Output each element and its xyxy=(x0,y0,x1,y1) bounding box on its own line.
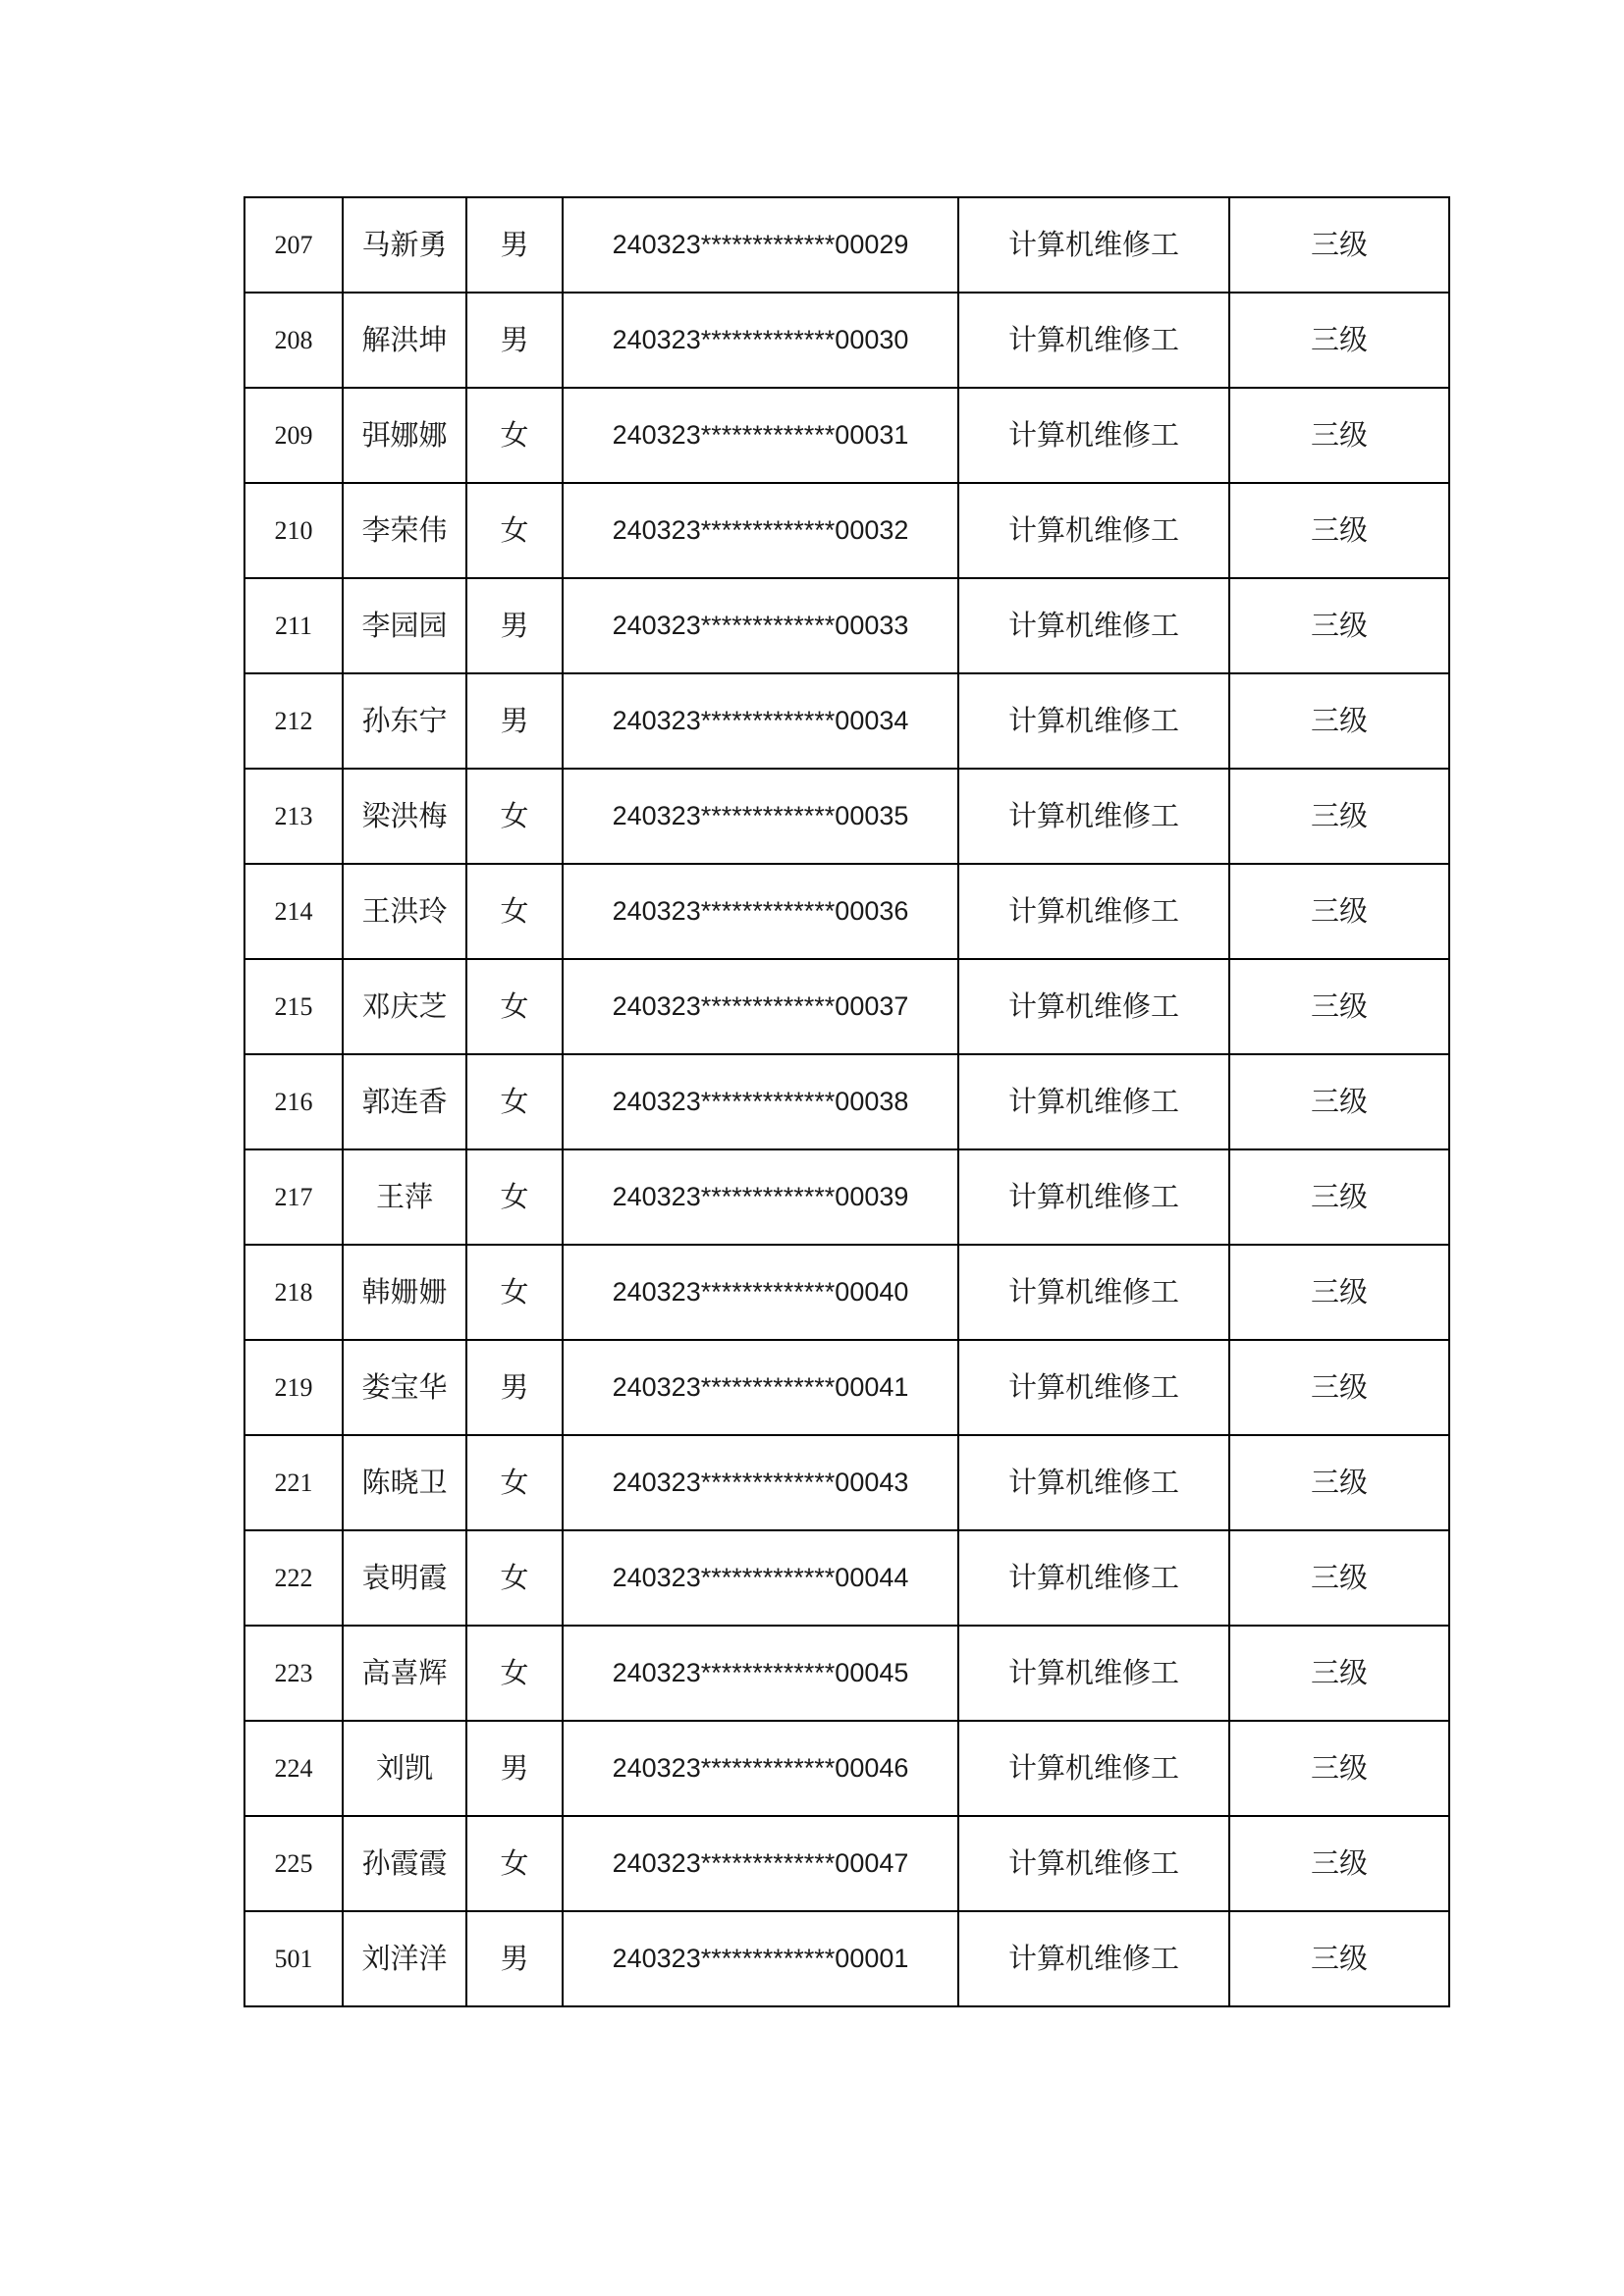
level-cell: 三级 xyxy=(1229,769,1449,864)
gender-cell: 女 xyxy=(466,1435,563,1530)
level-cell: 三级 xyxy=(1229,1435,1449,1530)
gender-cell: 女 xyxy=(466,1054,563,1149)
table-row xyxy=(244,864,1449,959)
name-cell: 解洪坤 xyxy=(343,293,466,388)
serial-number-cell: 208 xyxy=(244,293,343,388)
table-row xyxy=(244,1530,1449,1626)
level-cell: 三级 xyxy=(1229,1530,1449,1626)
occupation-cell: 计算机维修工 xyxy=(958,578,1229,673)
id-number-cell: 240323*************00039 xyxy=(563,1149,958,1245)
gender-cell: 男 xyxy=(466,578,563,673)
name-cell: 梁洪梅 xyxy=(343,769,466,864)
serial-number-cell: 211 xyxy=(244,578,343,673)
gender-cell: 男 xyxy=(466,197,563,293)
id-number-cell: 240323*************00041 xyxy=(563,1340,958,1435)
name-cell: 陈晓卫 xyxy=(343,1435,466,1530)
name-cell: 弭娜娜 xyxy=(343,388,466,483)
gender-cell: 女 xyxy=(466,1245,563,1340)
name-cell: 郭连香 xyxy=(343,1054,466,1149)
occupation-cell: 计算机维修工 xyxy=(958,1340,1229,1435)
name-cell: 刘凯 xyxy=(343,1721,466,1816)
serial-number-cell: 224 xyxy=(244,1721,343,1816)
occupation-cell: 计算机维修工 xyxy=(958,483,1229,578)
serial-number-cell: 209 xyxy=(244,388,343,483)
table-row xyxy=(244,1054,1449,1149)
name-cell: 刘洋洋 xyxy=(343,1911,466,2006)
serial-number-cell: 216 xyxy=(244,1054,343,1149)
occupation-cell: 计算机维修工 xyxy=(958,1149,1229,1245)
level-cell: 三级 xyxy=(1229,1245,1449,1340)
level-cell: 三级 xyxy=(1229,1149,1449,1245)
gender-cell: 男 xyxy=(466,673,563,769)
table-row xyxy=(244,1816,1449,1911)
name-cell: 孙东宁 xyxy=(343,673,466,769)
name-cell: 韩姗姗 xyxy=(343,1245,466,1340)
level-cell: 三级 xyxy=(1229,959,1449,1054)
name-cell: 娄宝华 xyxy=(343,1340,466,1435)
serial-number-cell: 223 xyxy=(244,1626,343,1721)
gender-cell: 女 xyxy=(466,1149,563,1245)
id-number-cell: 240323*************00036 xyxy=(563,864,958,959)
gender-cell: 女 xyxy=(466,483,563,578)
level-cell: 三级 xyxy=(1229,388,1449,483)
serial-number-cell: 215 xyxy=(244,959,343,1054)
id-number-cell: 240323*************00047 xyxy=(563,1816,958,1911)
table-row xyxy=(244,1911,1449,2006)
occupation-cell: 计算机维修工 xyxy=(958,197,1229,293)
id-number-cell: 240323*************00043 xyxy=(563,1435,958,1530)
id-number-cell: 240323*************00031 xyxy=(563,388,958,483)
gender-cell: 女 xyxy=(466,1626,563,1721)
id-number-cell: 240323*************00037 xyxy=(563,959,958,1054)
id-number-cell: 240323*************00044 xyxy=(563,1530,958,1626)
occupation-cell: 计算机维修工 xyxy=(958,769,1229,864)
serial-number-cell: 210 xyxy=(244,483,343,578)
table-row xyxy=(244,1435,1449,1530)
name-cell: 马新勇 xyxy=(343,197,466,293)
occupation-cell: 计算机维修工 xyxy=(958,1721,1229,1816)
gender-cell: 男 xyxy=(466,1911,563,2006)
occupation-cell: 计算机维修工 xyxy=(958,293,1229,388)
serial-number-cell: 213 xyxy=(244,769,343,864)
table-row xyxy=(244,673,1449,769)
table-row xyxy=(244,1626,1449,1721)
table-row xyxy=(244,483,1449,578)
serial-number-cell: 217 xyxy=(244,1149,343,1245)
table-row xyxy=(244,1245,1449,1340)
name-cell: 袁明霞 xyxy=(343,1530,466,1626)
occupation-cell: 计算机维修工 xyxy=(958,673,1229,769)
table-row xyxy=(244,197,1449,293)
id-number-cell: 240323*************00001 xyxy=(563,1911,958,2006)
serial-number-cell: 222 xyxy=(244,1530,343,1626)
table-row xyxy=(244,1721,1449,1816)
occupation-cell: 计算机维修工 xyxy=(958,1435,1229,1530)
level-cell: 三级 xyxy=(1229,864,1449,959)
level-cell: 三级 xyxy=(1229,293,1449,388)
gender-cell: 女 xyxy=(466,864,563,959)
id-number-cell: 240323*************00046 xyxy=(563,1721,958,1816)
level-cell: 三级 xyxy=(1229,483,1449,578)
level-cell: 三级 xyxy=(1229,1816,1449,1911)
id-number-cell: 240323*************00032 xyxy=(563,483,958,578)
id-number-cell: 240323*************00045 xyxy=(563,1626,958,1721)
serial-number-cell: 207 xyxy=(244,197,343,293)
gender-cell: 女 xyxy=(466,1816,563,1911)
level-cell: 三级 xyxy=(1229,1911,1449,2006)
level-cell: 三级 xyxy=(1229,1054,1449,1149)
gender-cell: 女 xyxy=(466,388,563,483)
occupation-cell: 计算机维修工 xyxy=(958,864,1229,959)
table-row xyxy=(244,959,1449,1054)
gender-cell: 女 xyxy=(466,959,563,1054)
serial-number-cell: 221 xyxy=(244,1435,343,1530)
level-cell: 三级 xyxy=(1229,1340,1449,1435)
roster-table xyxy=(244,196,1450,2007)
gender-cell: 男 xyxy=(466,1721,563,1816)
name-cell: 高喜辉 xyxy=(343,1626,466,1721)
table-row xyxy=(244,293,1449,388)
occupation-cell: 计算机维修工 xyxy=(958,388,1229,483)
roster-table-body xyxy=(244,197,1449,2006)
id-number-cell: 240323*************00034 xyxy=(563,673,958,769)
table-row xyxy=(244,388,1449,483)
level-cell: 三级 xyxy=(1229,673,1449,769)
occupation-cell: 计算机维修工 xyxy=(958,959,1229,1054)
table-row xyxy=(244,1340,1449,1435)
level-cell: 三级 xyxy=(1229,197,1449,293)
serial-number-cell: 225 xyxy=(244,1816,343,1911)
level-cell: 三级 xyxy=(1229,1626,1449,1721)
occupation-cell: 计算机维修工 xyxy=(958,1245,1229,1340)
level-cell: 三级 xyxy=(1229,578,1449,673)
occupation-cell: 计算机维修工 xyxy=(958,1530,1229,1626)
occupation-cell: 计算机维修工 xyxy=(958,1816,1229,1911)
serial-number-cell: 501 xyxy=(244,1911,343,2006)
name-cell: 王萍 xyxy=(343,1149,466,1245)
gender-cell: 女 xyxy=(466,769,563,864)
name-cell: 李园园 xyxy=(343,578,466,673)
serial-number-cell: 214 xyxy=(244,864,343,959)
occupation-cell: 计算机维修工 xyxy=(958,1054,1229,1149)
name-cell: 王洪玲 xyxy=(343,864,466,959)
id-number-cell: 240323*************00040 xyxy=(563,1245,958,1340)
serial-number-cell: 219 xyxy=(244,1340,343,1435)
table-row xyxy=(244,1149,1449,1245)
occupation-cell: 计算机维修工 xyxy=(958,1626,1229,1721)
name-cell: 孙霞霞 xyxy=(343,1816,466,1911)
id-number-cell: 240323*************00035 xyxy=(563,769,958,864)
name-cell: 邓庆芝 xyxy=(343,959,466,1054)
name-cell: 李荣伟 xyxy=(343,483,466,578)
serial-number-cell: 218 xyxy=(244,1245,343,1340)
id-number-cell: 240323*************00038 xyxy=(563,1054,958,1149)
gender-cell: 男 xyxy=(466,293,563,388)
id-number-cell: 240323*************00030 xyxy=(563,293,958,388)
occupation-cell: 计算机维修工 xyxy=(958,1911,1229,2006)
id-number-cell: 240323*************00029 xyxy=(563,197,958,293)
table-row xyxy=(244,769,1449,864)
level-cell: 三级 xyxy=(1229,1721,1449,1816)
gender-cell: 女 xyxy=(466,1530,563,1626)
serial-number-cell: 212 xyxy=(244,673,343,769)
id-number-cell: 240323*************00033 xyxy=(563,578,958,673)
table-row xyxy=(244,578,1449,673)
gender-cell: 男 xyxy=(466,1340,563,1435)
